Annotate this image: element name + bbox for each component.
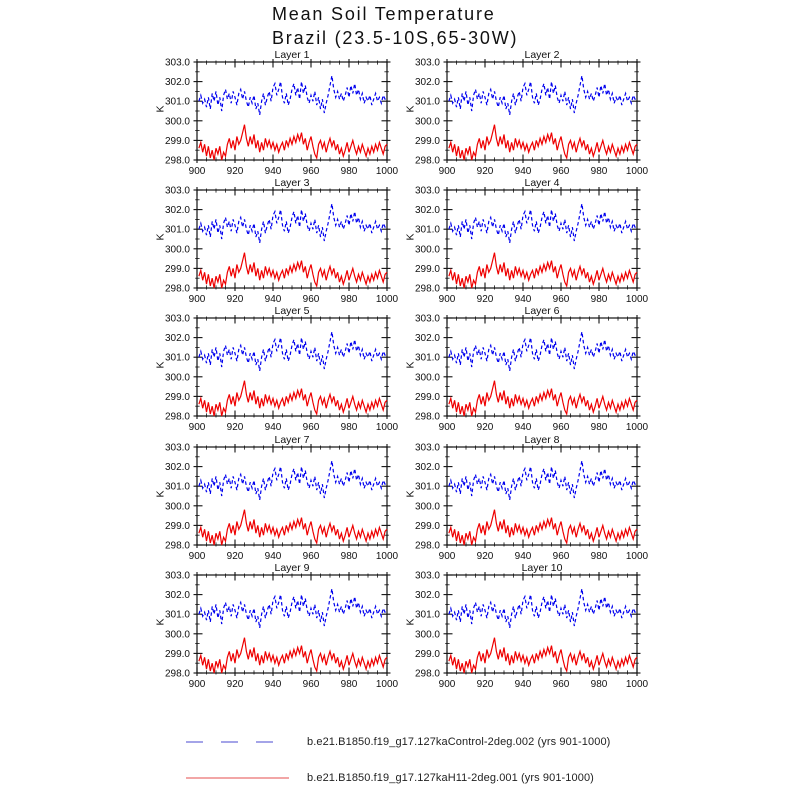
panel-layer-9 xyxy=(154,562,401,691)
page-title-line1: Mean Soil Temperature xyxy=(272,4,496,24)
svg-text:300.0: 300.0 xyxy=(414,501,440,513)
panel-title: Layer 10 xyxy=(521,562,563,574)
svg-text:960: 960 xyxy=(552,679,570,690)
svg-text:300.0: 300.0 xyxy=(414,244,440,256)
legend-entry-control xyxy=(185,734,610,750)
svg-text:960: 960 xyxy=(552,422,570,433)
svg-text:900: 900 xyxy=(438,551,456,562)
svg-text:1000: 1000 xyxy=(375,294,399,305)
svg-text:980: 980 xyxy=(590,679,608,690)
svg-text:303.0: 303.0 xyxy=(164,313,190,325)
svg-text:1000: 1000 xyxy=(625,166,649,177)
svg-text:960: 960 xyxy=(552,294,570,305)
panel-layer-3 xyxy=(154,177,401,306)
svg-text:300.0: 300.0 xyxy=(164,501,190,513)
svg-text:1000: 1000 xyxy=(375,422,399,433)
svg-text:301.0: 301.0 xyxy=(414,609,440,621)
svg-text:299.0: 299.0 xyxy=(414,391,440,403)
svg-text:1000: 1000 xyxy=(625,551,649,562)
svg-text:299.0: 299.0 xyxy=(164,520,190,532)
svg-text:900: 900 xyxy=(438,679,456,690)
panel-layer-4 xyxy=(404,177,651,306)
svg-text:301.0: 301.0 xyxy=(414,224,440,236)
svg-text:900: 900 xyxy=(188,551,206,562)
svg-text:298.0: 298.0 xyxy=(414,540,440,552)
svg-text:980: 980 xyxy=(340,551,358,562)
y-axis-label: K xyxy=(154,618,167,626)
page-title-line2: Brazil (23.5-10S,65-30W) xyxy=(272,28,519,48)
svg-text:980: 980 xyxy=(340,294,358,305)
plot-area xyxy=(404,442,651,563)
svg-text:940: 940 xyxy=(514,551,532,562)
plot-area xyxy=(404,185,651,306)
svg-text:960: 960 xyxy=(302,679,320,690)
svg-text:298.0: 298.0 xyxy=(164,668,190,680)
y-axis-label: K xyxy=(404,618,417,626)
svg-text:300.0: 300.0 xyxy=(164,372,190,384)
svg-text:298.0: 298.0 xyxy=(414,283,440,295)
svg-text:960: 960 xyxy=(552,166,570,177)
svg-text:920: 920 xyxy=(476,679,494,690)
svg-text:920: 920 xyxy=(476,551,494,562)
legend-dashed-line-icon xyxy=(185,734,290,750)
svg-text:298.0: 298.0 xyxy=(414,155,440,167)
panel-title: Layer 1 xyxy=(274,49,310,61)
svg-text:980: 980 xyxy=(340,166,358,177)
panel-layer-1 xyxy=(154,49,401,178)
svg-text:300.0: 300.0 xyxy=(164,629,190,641)
svg-text:299.0: 299.0 xyxy=(414,520,440,532)
svg-text:900: 900 xyxy=(438,294,456,305)
svg-text:303.0: 303.0 xyxy=(164,442,190,454)
svg-text:940: 940 xyxy=(264,166,282,177)
svg-text:302.0: 302.0 xyxy=(414,205,440,217)
svg-text:303.0: 303.0 xyxy=(164,57,190,69)
legend-label-control: b.e21.B1850.f19_g17.127kaControl-2deg.002 (yrs 901-1000) xyxy=(307,736,611,748)
svg-text:900: 900 xyxy=(188,679,206,690)
svg-text:298.0: 298.0 xyxy=(414,668,440,680)
svg-text:920: 920 xyxy=(226,166,244,177)
svg-text:298.0: 298.0 xyxy=(164,283,190,295)
svg-text:900: 900 xyxy=(438,422,456,433)
svg-text:900: 900 xyxy=(188,166,206,177)
plot-area xyxy=(404,313,651,434)
svg-text:303.0: 303.0 xyxy=(414,442,440,454)
svg-text:301.0: 301.0 xyxy=(414,481,440,493)
svg-text:980: 980 xyxy=(340,422,358,433)
svg-text:900: 900 xyxy=(188,422,206,433)
panel-title: Layer 4 xyxy=(524,177,560,189)
svg-text:1000: 1000 xyxy=(625,679,649,690)
svg-text:980: 980 xyxy=(590,551,608,562)
svg-text:940: 940 xyxy=(264,422,282,433)
svg-text:302.0: 302.0 xyxy=(164,333,190,345)
svg-text:302.0: 302.0 xyxy=(414,590,440,602)
panel-title: Layer 5 xyxy=(274,305,310,317)
svg-text:980: 980 xyxy=(590,294,608,305)
panel-title: Layer 8 xyxy=(524,434,560,446)
y-axis-label: K xyxy=(154,233,167,241)
panel-title: Layer 3 xyxy=(274,177,310,189)
svg-text:301.0: 301.0 xyxy=(164,96,190,108)
svg-text:303.0: 303.0 xyxy=(164,185,190,197)
svg-text:940: 940 xyxy=(264,294,282,305)
svg-text:298.0: 298.0 xyxy=(414,411,440,423)
plot-area xyxy=(154,313,401,434)
panel-layer-7 xyxy=(154,434,401,563)
svg-text:900: 900 xyxy=(188,294,206,305)
panel-title: Layer 7 xyxy=(274,434,310,446)
svg-text:940: 940 xyxy=(264,551,282,562)
svg-text:299.0: 299.0 xyxy=(414,648,440,660)
plot-area xyxy=(154,442,401,563)
svg-text:301.0: 301.0 xyxy=(164,609,190,621)
panel-layer-2 xyxy=(404,49,651,178)
svg-text:920: 920 xyxy=(226,294,244,305)
svg-text:302.0: 302.0 xyxy=(164,590,190,602)
svg-text:298.0: 298.0 xyxy=(164,411,190,423)
svg-text:940: 940 xyxy=(514,166,532,177)
svg-text:299.0: 299.0 xyxy=(164,135,190,147)
svg-text:303.0: 303.0 xyxy=(414,313,440,325)
svg-text:980: 980 xyxy=(340,679,358,690)
svg-text:980: 980 xyxy=(590,166,608,177)
plot-area xyxy=(154,570,401,691)
svg-text:920: 920 xyxy=(476,166,494,177)
svg-text:960: 960 xyxy=(302,294,320,305)
svg-text:920: 920 xyxy=(476,422,494,433)
panel-layer-6 xyxy=(404,305,651,434)
svg-text:303.0: 303.0 xyxy=(414,57,440,69)
svg-text:299.0: 299.0 xyxy=(164,263,190,275)
svg-text:302.0: 302.0 xyxy=(414,333,440,345)
y-axis-label: K xyxy=(404,233,417,241)
svg-text:940: 940 xyxy=(514,422,532,433)
svg-text:920: 920 xyxy=(226,422,244,433)
svg-text:302.0: 302.0 xyxy=(414,462,440,474)
y-axis-label: K xyxy=(154,105,167,113)
svg-text:920: 920 xyxy=(226,679,244,690)
legend xyxy=(185,734,610,786)
svg-text:960: 960 xyxy=(552,551,570,562)
svg-text:1000: 1000 xyxy=(625,294,649,305)
svg-text:960: 960 xyxy=(302,551,320,562)
legend-entry-h11 xyxy=(185,770,610,786)
y-axis-label: K xyxy=(404,361,417,369)
y-axis-label: K xyxy=(404,105,417,113)
svg-text:299.0: 299.0 xyxy=(164,648,190,660)
svg-text:300.0: 300.0 xyxy=(414,372,440,384)
svg-text:900: 900 xyxy=(438,166,456,177)
svg-text:920: 920 xyxy=(476,294,494,305)
svg-text:1000: 1000 xyxy=(375,166,399,177)
svg-text:1000: 1000 xyxy=(625,422,649,433)
svg-text:300.0: 300.0 xyxy=(164,244,190,256)
svg-text:302.0: 302.0 xyxy=(414,77,440,89)
svg-text:301.0: 301.0 xyxy=(414,352,440,364)
y-axis-label: K xyxy=(404,490,417,498)
plot-area xyxy=(404,570,651,691)
svg-text:980: 980 xyxy=(590,422,608,433)
plot-area xyxy=(154,185,401,306)
svg-text:299.0: 299.0 xyxy=(414,135,440,147)
svg-text:940: 940 xyxy=(514,294,532,305)
y-axis-label: K xyxy=(154,490,167,498)
svg-text:300.0: 300.0 xyxy=(414,116,440,128)
panel-title: Layer 6 xyxy=(524,305,560,317)
svg-text:298.0: 298.0 xyxy=(164,540,190,552)
svg-text:302.0: 302.0 xyxy=(164,205,190,217)
legend-solid-line-icon xyxy=(185,770,290,786)
plot-area xyxy=(404,57,651,178)
svg-text:301.0: 301.0 xyxy=(414,96,440,108)
svg-text:1000: 1000 xyxy=(375,551,399,562)
panel-layer-5 xyxy=(154,305,401,434)
panel-layer-8 xyxy=(404,434,651,563)
legend-label-h11: b.e21.B1850.f19_g17.127kaH11-2deg.001 (yrs 901-1000) xyxy=(307,772,594,784)
panel-title: Layer 9 xyxy=(274,562,310,574)
svg-text:300.0: 300.0 xyxy=(164,116,190,128)
svg-text:920: 920 xyxy=(226,551,244,562)
panel-title: Layer 2 xyxy=(524,49,560,61)
svg-text:303.0: 303.0 xyxy=(414,185,440,197)
svg-text:299.0: 299.0 xyxy=(414,263,440,275)
panel-layer-10 xyxy=(404,562,651,691)
svg-text:303.0: 303.0 xyxy=(414,570,440,582)
svg-text:301.0: 301.0 xyxy=(164,481,190,493)
svg-text:300.0: 300.0 xyxy=(414,629,440,641)
svg-text:298.0: 298.0 xyxy=(164,155,190,167)
svg-text:1000: 1000 xyxy=(375,679,399,690)
svg-text:302.0: 302.0 xyxy=(164,462,190,474)
y-axis-label: K xyxy=(154,361,167,369)
svg-text:960: 960 xyxy=(302,422,320,433)
plot-area xyxy=(154,57,401,178)
svg-text:940: 940 xyxy=(264,679,282,690)
svg-text:301.0: 301.0 xyxy=(164,224,190,236)
svg-text:301.0: 301.0 xyxy=(164,352,190,364)
svg-text:940: 940 xyxy=(514,679,532,690)
svg-text:303.0: 303.0 xyxy=(164,570,190,582)
svg-text:960: 960 xyxy=(302,166,320,177)
svg-text:302.0: 302.0 xyxy=(164,77,190,89)
svg-text:299.0: 299.0 xyxy=(164,391,190,403)
